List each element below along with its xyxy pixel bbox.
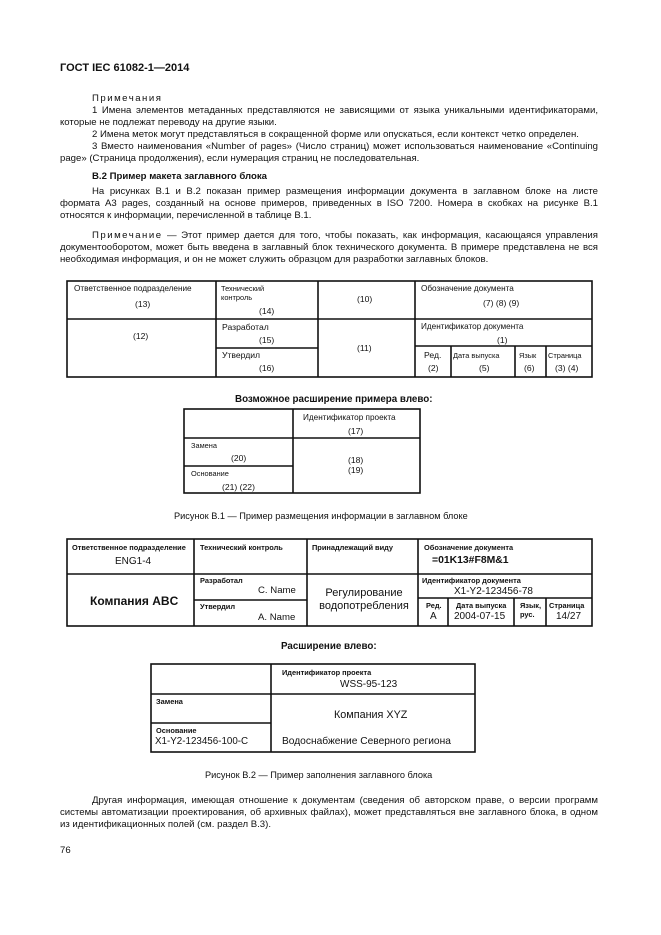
fig2-approved: Утвердил (200, 602, 236, 611)
section-title: В.2 Пример макета заглавного блока (92, 171, 267, 182)
note-2: 2 Имена меток могут представляться в сокращенной форме или опускаться, если контекст четко определен. (92, 129, 579, 140)
fig1-page: Страница (548, 351, 582, 360)
page-title: ГОСТ IEC 61082-1—2014 (60, 62, 190, 74)
fig1-n2: (2) (428, 363, 439, 373)
fig2-page: Страница (549, 601, 585, 610)
fig1-n6: (6) (524, 363, 535, 373)
fig2-issue-date: Дата выпуска (456, 601, 507, 610)
fig2-page-val: 14/27 (556, 611, 582, 622)
fig2-resp-dept: Ответственное подразделение (72, 543, 186, 552)
fig2-doc-type: Принадлежащий виду (312, 543, 394, 552)
fig2-project-id: Идентификатор проекта (282, 668, 372, 677)
fig2-basis: Основание (156, 726, 197, 735)
fig2-developed-val: C. Name (258, 585, 296, 596)
fig1-approved: Утвердил (222, 350, 261, 360)
fig1-n11: (11) (357, 343, 372, 353)
fig2-lang: Язык, рус. (520, 601, 542, 619)
fig2-company: Компания ABC (90, 594, 179, 608)
fig2-tech-control: Технический контроль (200, 543, 283, 552)
fig2-doc-id-val: X1-Y2-123456-78 (454, 586, 533, 597)
fig1-resp-dept: Ответственное подразделение (74, 284, 192, 293)
fig2-company2: Компания XYZ (334, 709, 408, 721)
fig2-doc-id: Идентификатор документа (422, 576, 521, 585)
fig1-project-id: Идентификатор проекта (303, 413, 396, 422)
fig1-ext-title: Возможное расширение примера влево: (235, 394, 433, 405)
fig1-developed: Разработал (222, 322, 269, 332)
fig1-n14: (14) (259, 306, 275, 316)
closing-paragraph: Другая информация, имеющая отношение к документам (сведения об авторском праве, о версии программ системы автоматизации проектирования, об архивных файлах), может представляться вне заглавного блока, в одном из идентификационных полей (см. раздел В.3). (60, 795, 598, 830)
fig1-doc-designation: Обозначение документа (421, 284, 514, 293)
note-text: — Этот пример дается для того, чтобы показать, как информация, касающаяся управления документооборотом, может быть введена в заглавный блок технического документа. В примере представлена не вся необходимая информация, и он не может служить образцом для разработки заглавных блоков. (60, 230, 598, 265)
fig1-rev: Ред. (424, 350, 442, 360)
section-paragraph: На рисунках В.1 и В.2 показан пример размещения информации документа в заглавном блоке на листе формата А3 pages, созданный на основе примеров, приведенных в ISO 7200. Номера в скобках на рисунке В.1 относятся к информации, перечисленной в таблице В.1. (60, 186, 598, 221)
fig1-n789: (7) (8) (9) (483, 298, 520, 308)
note-label: Примечание (92, 230, 163, 241)
fig2-ext-title: Расширение влево: (281, 641, 377, 652)
fig2-project-val: WSS-95-123 (340, 679, 398, 690)
fig1-tech-control: Технический контроль (221, 284, 265, 302)
fig1-n10: (10) (357, 294, 373, 304)
fig1-n15: (15) (259, 335, 275, 345)
fig1-basis: Основание (191, 469, 229, 478)
fig1-n17: (17) (348, 426, 364, 436)
fig1-replace: Замена (191, 441, 217, 450)
fig2-developed: Разработал (200, 576, 243, 585)
fig1-issue-date: Дата выпуска (453, 351, 500, 360)
fig2-region: Водоснабжение Северного региона (282, 736, 451, 747)
note-1: 1 Имена элементов метаданных представляются не зависящими от языка уникальными идентификаторами, которые не подлежат переводу на другие языки. (60, 105, 598, 128)
fig1-n2122: (21) (22) (222, 482, 255, 492)
fig2-resp-val: ENG1-4 (115, 556, 152, 567)
fig1-n12: (12) (133, 331, 149, 341)
fig2-doc-designation: Обозначение документа (424, 543, 514, 552)
note-3: 3 Вместо наименования «Number of pages» (Число страниц) может использоваться наименование «Continuing page» (Страница продолжения), если нумерация страниц не последовательная. (60, 141, 598, 164)
fig1-n16: (16) (259, 363, 275, 373)
fig2-replace: Замена (156, 697, 183, 706)
fig2-approved-val: A. Name (258, 612, 296, 623)
fig1-doc-id: Идентификатор документа (421, 322, 524, 331)
fig1-n13: (13) (135, 299, 151, 309)
fig2-issue-val: 2004-07-15 (454, 611, 506, 622)
fig2-designation-val: =01K13#F8M&1 (432, 555, 509, 566)
fig2-rev: Ред. (426, 601, 442, 610)
fig1-lang: Язык (519, 351, 537, 360)
page-number: 76 (60, 845, 71, 856)
fig2-caption: Рисунок В.2 — Пример заполнения заглавного блока (205, 770, 433, 780)
fig1-n20: (20) (231, 453, 247, 463)
notes-heading: Примечания (92, 93, 163, 104)
fig1-n1: (1) (497, 335, 508, 345)
fig2-rev-val: A (430, 611, 437, 622)
fig2-title-val: Регулирование водопотребления (319, 587, 409, 612)
fig1-n5: (5) (479, 363, 490, 373)
fig2-basis-val: X1-Y2-123456-100-C (155, 736, 249, 747)
fig1-n1819: (18) (19) (348, 455, 364, 475)
fig1-caption: Рисунок В.1 — Пример размещения информации в заглавном блоке (174, 511, 468, 521)
fig1-n34: (3) (4) (555, 363, 579, 373)
